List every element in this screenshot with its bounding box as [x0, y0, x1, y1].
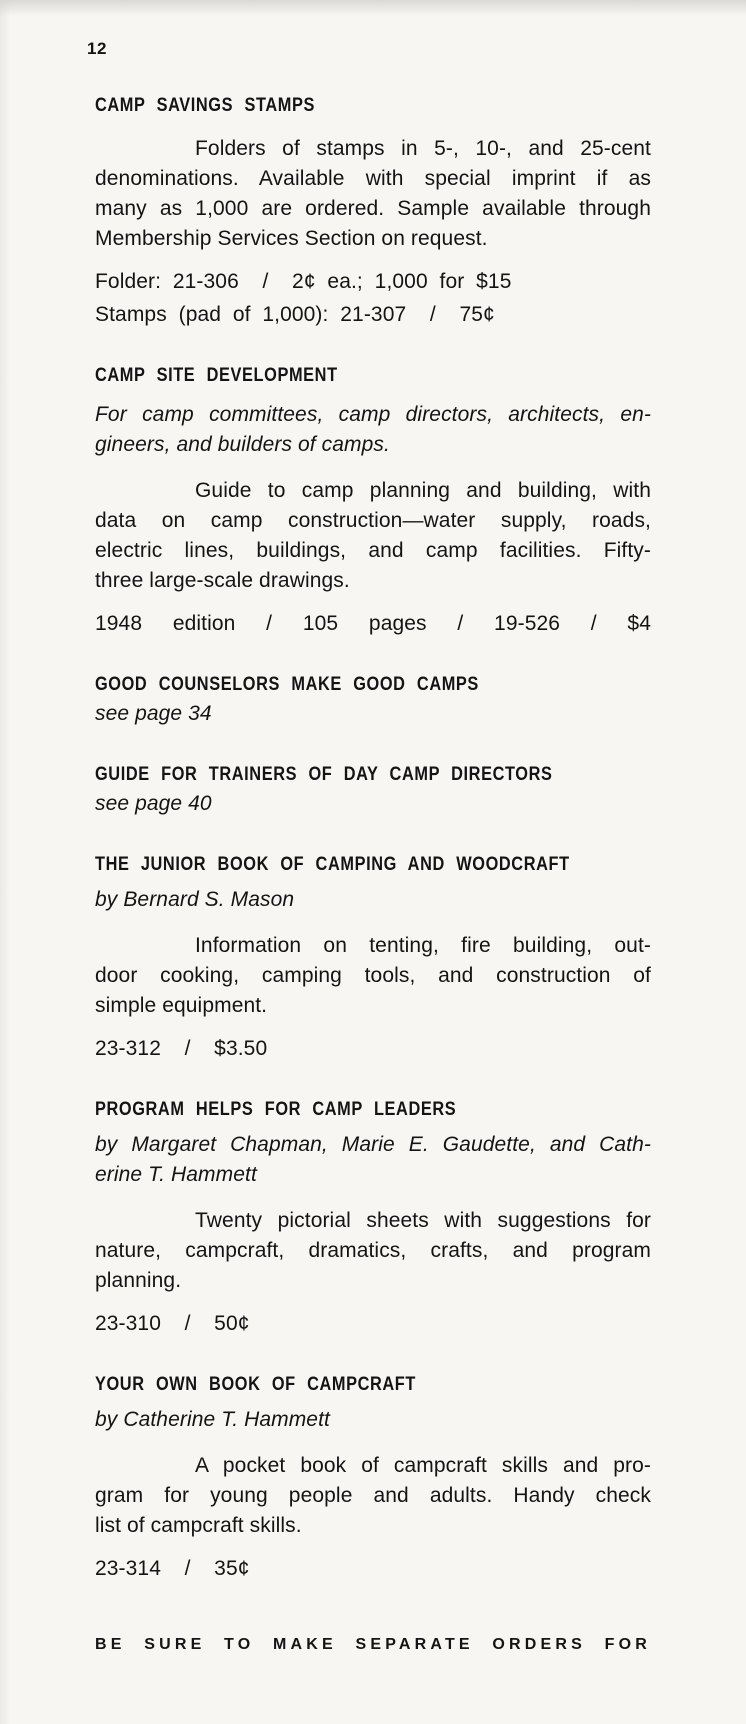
description-paragraph: [95, 931, 651, 1021]
order-info-line: 23-310 / 50¢: [95, 1312, 250, 1335]
paragraph-line: many as 1,000 are ordered. Sample available through: [95, 197, 651, 220]
byline-line: by Margaret Chapman, Marie E. Gaudette, and Cath-: [95, 1133, 651, 1156]
paragraph-line: Membership Services Section on request.: [95, 227, 488, 250]
description-paragraph: [95, 1206, 651, 1296]
paragraph-line: simple equipment.: [95, 994, 268, 1017]
order-info-line: 23-312 / $3.50: [95, 1037, 268, 1060]
scan-edge-left: [0, 0, 10, 1724]
see-page-reference: see page 34: [95, 702, 212, 725]
paragraph-line: A pocket book of campcraft skills and pro-: [195, 1454, 651, 1477]
paragraph-line: three large-scale drawings.: [95, 569, 350, 592]
section-good-counselors: [95, 673, 651, 729]
section-title: YOUR OWN BOOK OF CAMPCRAFT: [95, 1374, 416, 1395]
audience-note: [95, 400, 651, 460]
description-paragraph: [95, 134, 651, 254]
order-info-line: Stamps (pad of 1,000): 21-307 / 75¢: [95, 303, 495, 326]
section-title: CAMP SITE DEVELOPMENT: [95, 365, 338, 386]
byline: [95, 1405, 651, 1435]
section-junior-book-of-camping: [95, 853, 651, 1064]
section-title: THE JUNIOR BOOK OF CAMPING AND WOODCRAFT: [95, 854, 570, 875]
audience-line: gineers, and builders of camps.: [95, 433, 390, 456]
paragraph-line: data on camp construction—water supply, roads,: [95, 509, 651, 532]
page-content: [87, 0, 651, 1656]
paragraph-line: gram for young people and adults. Handy check: [95, 1484, 651, 1507]
paragraph-line: Information on tenting, fire building, out-: [195, 934, 651, 957]
section-title: PROGRAM HELPS FOR CAMP LEADERS: [95, 1099, 457, 1120]
paragraph-line: Folders of stamps in 5-, 10-, and 25-cent: [195, 137, 651, 160]
page-number: 12: [87, 39, 107, 58]
order-info-line: Folder: 21-306 / 2¢ ea.; 1,000 for $15: [95, 270, 512, 293]
paragraph-line: planning.: [95, 1269, 182, 1292]
section-guide-for-trainers: [95, 763, 651, 819]
paragraph-line: nature, campcraft, dramatics, crafts, and program: [95, 1239, 651, 1262]
see-page-reference: see page 40: [95, 792, 212, 815]
section-your-own-book-of-campcraft: [95, 1373, 651, 1584]
paragraph-line: Guide to camp planning and building, with: [195, 479, 651, 502]
section-title: GUIDE FOR TRAINERS OF DAY CAMP DIRECTORS: [95, 764, 553, 785]
order-info-line: 1948 edition / 105 pages / 19-526 / $4: [95, 612, 651, 635]
paragraph-line: Twenty pictorial sheets with suggestions for: [195, 1209, 651, 1232]
paragraph-line: electric lines, buildings, and camp facilities. Fifty-: [95, 539, 651, 562]
section-title: CAMP SAVINGS STAMPS: [95, 95, 315, 116]
byline: [95, 885, 651, 915]
section-camp-savings-stamps: [95, 94, 651, 330]
description-paragraph: [95, 476, 651, 596]
paragraph-line: list of campcraft skills.: [95, 1514, 302, 1537]
section-camp-site-development: [95, 364, 651, 639]
paragraph-line: door cooking, camping tools, and construction of: [95, 964, 651, 987]
byline-line: by Bernard S. Mason: [95, 888, 295, 911]
footer-banner: BE SURE TO MAKE SEPARATE ORDERS FOR: [95, 1636, 651, 1653]
byline-line: by Catherine T. Hammett: [95, 1408, 330, 1431]
paragraph-line: denominations. Available with special imprint if as: [95, 167, 651, 190]
byline: [95, 1130, 651, 1190]
order-info-line: 23-314 / 35¢: [95, 1557, 250, 1580]
section-program-helps: [95, 1098, 651, 1339]
section-title: GOOD COUNSELORS MAKE GOOD CAMPS: [95, 674, 479, 695]
audience-line: For camp committees, camp directors, architects, en-: [95, 403, 651, 426]
byline-line: erine T. Hammett: [95, 1163, 257, 1186]
description-paragraph: [95, 1451, 651, 1541]
